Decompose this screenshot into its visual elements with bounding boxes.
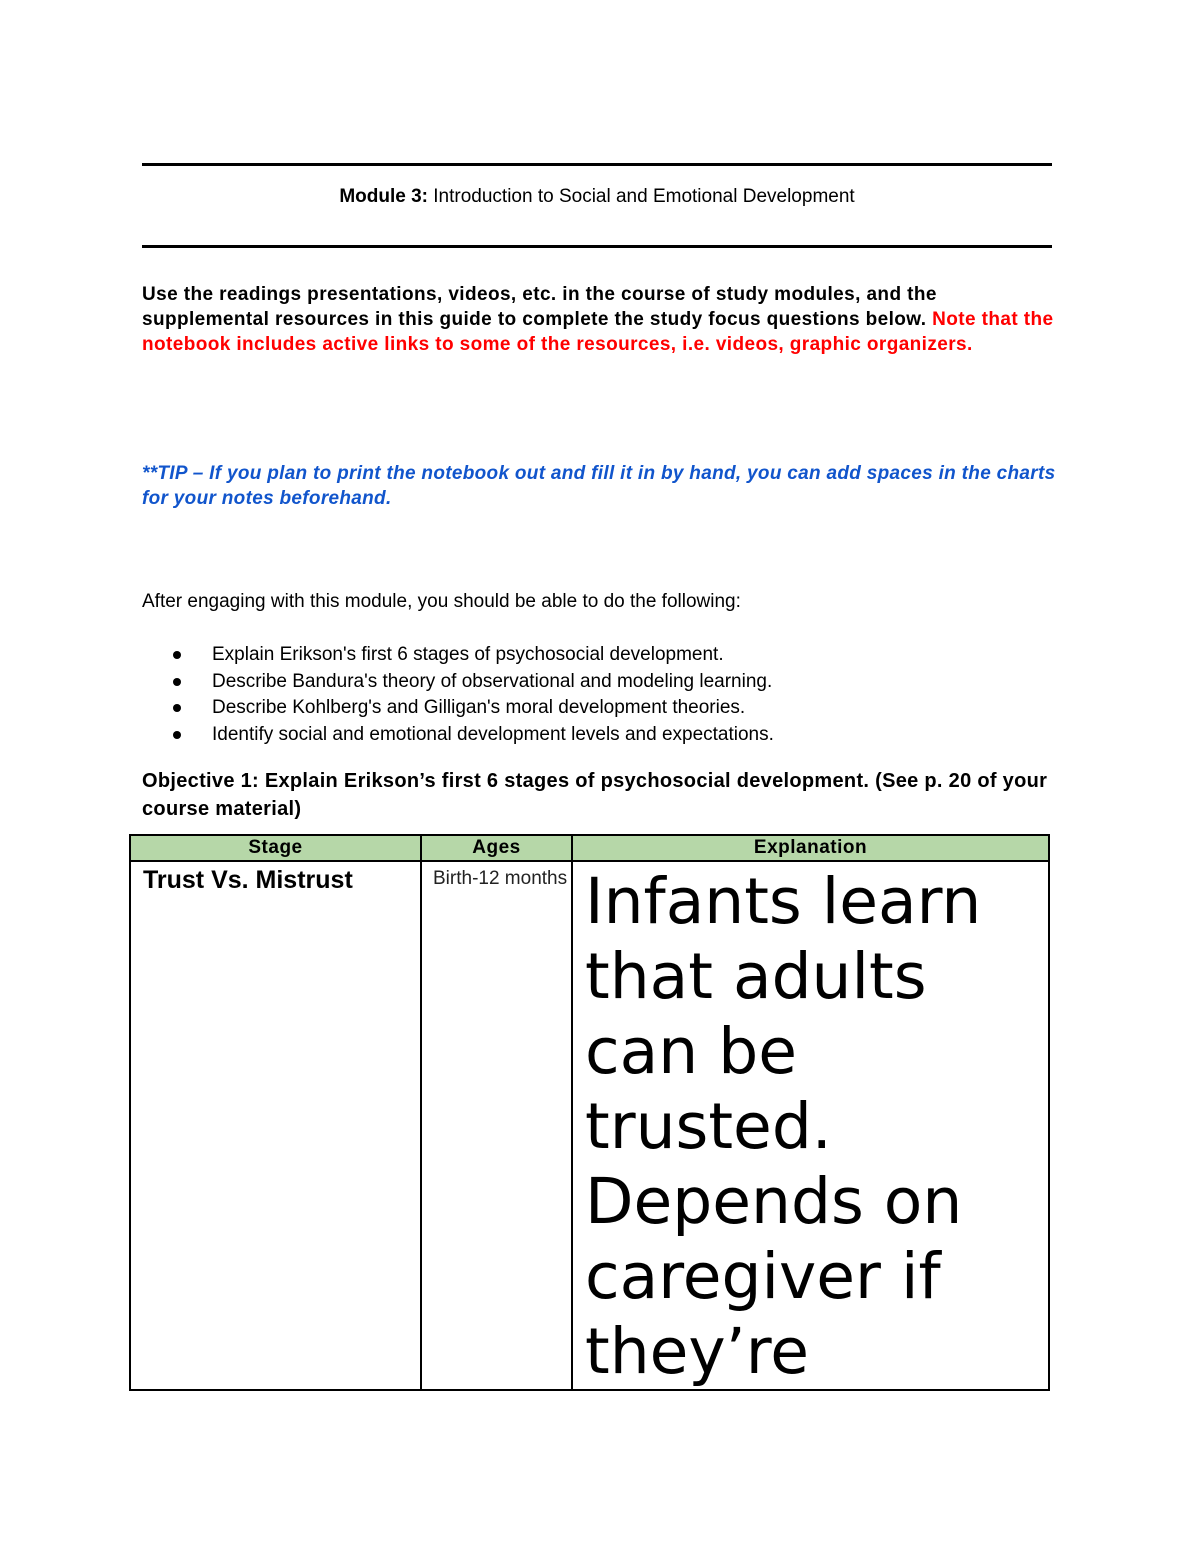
header-explanation: Explanation — [572, 835, 1049, 861]
bullet-icon — [173, 731, 181, 739]
explanation-cell[interactable] — [572, 861, 1049, 1390]
table-header-row — [130, 835, 1049, 861]
explanation-text: Infants learn that adults can be trusted. Depends on caregiver if they’re — [585, 865, 982, 1388]
header-ages: Ages — [421, 835, 572, 861]
tip-paragraph: **TIP – If you plan to print the notebook out and fill it in by hand, you can add spaces in the charts for your notes beforehand. — [142, 463, 1056, 509]
module-title: Introduction to Social and Emotional Development — [433, 186, 855, 207]
list-item: Identify social and emotional development levels and expectations. — [142, 722, 774, 749]
stage-name: Trust Vs. Mistrust — [143, 866, 353, 894]
erikson-stages-table — [129, 834, 1050, 1391]
instructions-text: Use the readings presentations, videos, etc. in the course of study modules, and the supplemental resources in this guide to complete the study focus questions below. — [142, 284, 937, 330]
list-item: Explain Erikson's first 6 stages of psychosocial development. — [142, 642, 774, 669]
objectives-intro: After engaging with this module, you should be able to do the following: — [142, 591, 741, 612]
objective-1-text: Explain Erikson’s first 6 stages of psychosocial development. (See p. 20 of your course material) — [142, 770, 1048, 820]
stage-cell[interactable] — [130, 861, 421, 1390]
list-item: Describe Bandura's theory of observational and modeling learning. — [142, 669, 774, 696]
links-note: Note that the notebook includes active links to some of the resources, i.e. videos, graphic organizers. — [142, 309, 1054, 355]
header-stage: Stage — [130, 835, 421, 861]
module-heading — [142, 185, 1052, 209]
ages-value: Birth-12 months — [433, 868, 568, 889]
objective-1-heading — [142, 767, 1057, 823]
bottom-divider — [142, 245, 1052, 248]
table-row — [130, 861, 1049, 1390]
module-label: Module 3: — [339, 186, 428, 207]
objective-1-label: Objective 1: — [142, 770, 259, 792]
bullet-icon — [173, 704, 181, 712]
list-item: Describe Kohlberg's and Gilligan's moral development theories. — [142, 695, 774, 722]
top-divider — [142, 163, 1052, 166]
instructions-paragraph — [142, 282, 1057, 357]
objectives-list — [142, 642, 774, 748]
ages-cell[interactable] — [421, 861, 572, 1390]
bullet-icon — [173, 651, 181, 659]
bullet-icon — [173, 678, 181, 686]
